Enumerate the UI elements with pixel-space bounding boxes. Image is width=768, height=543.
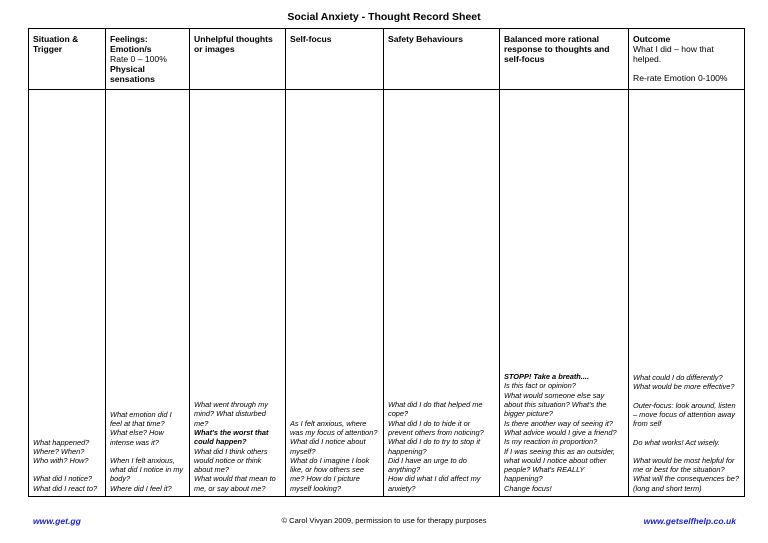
cell-safety[interactable] <box>384 90 500 497</box>
prompt-balanced-6: Change focus! <box>504 483 552 493</box>
page-title: Social Anxiety - Thought Record Sheet <box>287 11 481 23</box>
prompt-outcome-0: What could I do differently? What would be more effective? <box>633 373 735 392</box>
footer-link-getselfhelp[interactable]: www.getselfhelp.co.uk <box>643 516 736 526</box>
header-outcome-what: What I did – how that helped. <box>633 44 714 64</box>
prompt-outcome-3: What would be most helpful for me or best for the situation? What will the consequences be? (long and short term) <box>633 455 739 493</box>
prompt-situation-3: What did I notice? <box>33 474 93 484</box>
prompt-thoughts-3: What would that mean to me, or say about me? <box>194 474 276 493</box>
footer-copyright: © Carol Vivyan 2009, permission to use for therapy purposes <box>281 516 487 525</box>
prompt-balanced-0: STOPP! Take a breath.... <box>504 372 590 382</box>
prompt-situation-4: What did I react to? <box>33 483 98 493</box>
prompt-safety-1: What did I do to hide it or prevent others from noticing? <box>388 418 484 437</box>
cell-selffocus[interactable] <box>286 90 384 497</box>
header-feelings <box>106 29 190 90</box>
prompt-outcome-2: Do what works! Act wisely. <box>633 437 720 447</box>
cell-thoughts[interactable] <box>190 90 286 497</box>
cell-outcome[interactable] <box>629 90 745 497</box>
prompt-safety-3: Did I have an urge to do anything? <box>388 455 467 475</box>
cell-feelings[interactable] <box>106 90 190 497</box>
prompt-balanced-5: If I was seeing this as an outsider, what would I notice about other people? What's REALLY happening? <box>504 446 615 484</box>
header-thoughts <box>190 29 286 90</box>
prompt-feelings-3: Where did I feel it? <box>110 483 172 493</box>
header-safety-title: Safety Behaviours <box>388 34 463 44</box>
header-outcome <box>629 29 745 90</box>
header-balanced-title: Balanced more rational response to thoughts and self-focus <box>504 34 610 64</box>
prompt-situation-2: Who with? How? <box>33 456 89 466</box>
prompt-situation-0: What happened? <box>33 437 90 447</box>
prompt-outcome-1: Outer-focus: look around, listen – move focus of attention away from self <box>633 400 736 429</box>
prompt-safety-4: How did what I did affect my anxiety? <box>388 474 481 493</box>
prompt-selffocus-0: As I felt anxious, where was my focus of attention? <box>290 418 378 437</box>
thought-record-table <box>28 28 745 497</box>
header-balanced <box>500 29 629 90</box>
header-row <box>29 29 745 90</box>
header-selffocus-title: Self-focus <box>290 34 332 44</box>
cell-situation[interactable] <box>29 90 106 497</box>
body-row <box>29 90 745 497</box>
prompt-safety-0: What did I do that helped me cope? <box>388 400 483 419</box>
cell-balanced[interactable] <box>500 90 629 497</box>
prompt-balanced-2: What would someone else say about this situation? What's the bigger picture? <box>504 390 607 419</box>
prompt-situation-1: Where? When? <box>33 446 85 456</box>
prompt-thoughts-2: What did I think others would notice or think about me? <box>194 446 268 475</box>
prompt-feelings-0: What emotion did I feel at that time? <box>110 409 172 428</box>
prompt-safety-2: What did I do to try to stop it happening? <box>388 437 481 456</box>
prompt-balanced-4: Is my reaction in proportion? <box>504 437 598 447</box>
prompt-feelings-2: When I felt anxious, what did I notice in my body? <box>110 455 184 484</box>
prompt-selffocus-2: What do I imagine I look like, or how others see me? How do I picture myself looking? <box>290 455 370 493</box>
header-feelings-title: Feelings: Emotion/s <box>110 34 152 54</box>
prompt-thoughts-0: What went through my mind? What disturbed me? <box>194 400 268 428</box>
header-outcome-title: Outcome <box>633 34 671 44</box>
header-feelings-physical: Physical sensations <box>110 64 155 84</box>
header-situation-title: Situation & Trigger <box>33 34 79 54</box>
prompt-balanced-3: Is there another way of seeing it? What advice would I give a friend? <box>504 418 617 437</box>
header-safety <box>384 29 500 90</box>
header-thoughts-title: Unhelpful thoughts or images <box>194 34 273 54</box>
prompt-balanced-1: Is this fact or opinion? <box>504 381 576 391</box>
header-outcome-rerate: Re-rate Emotion 0-100% <box>633 73 728 83</box>
footer-link-get-gg[interactable]: www.get.gg <box>33 516 81 526</box>
prompt-thoughts-1: What's the worst that could happen? <box>194 427 269 447</box>
header-situation <box>29 29 106 90</box>
header-selffocus <box>286 29 384 90</box>
prompt-selffocus-1: What did I notice about myself? <box>290 437 366 456</box>
prompt-feelings-1: What else? How intense was it? <box>110 428 164 447</box>
header-feelings-rate: Rate 0 – 100% <box>110 54 167 64</box>
